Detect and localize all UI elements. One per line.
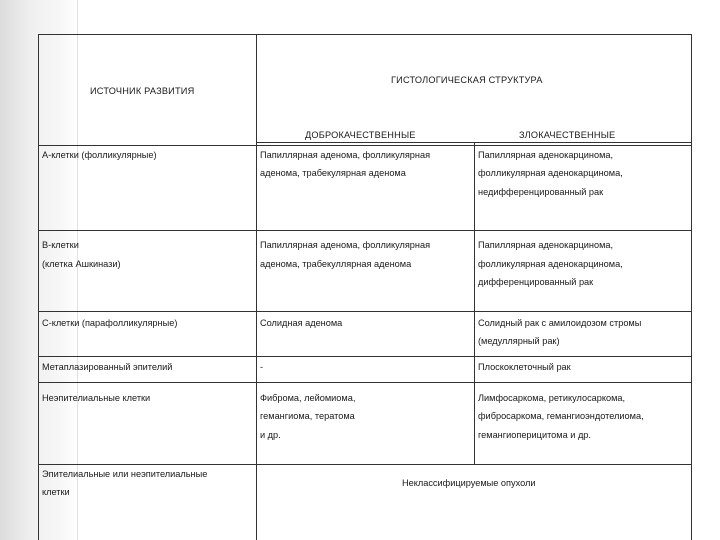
row5-benign-line2: гемангиома, тератома: [260, 411, 355, 421]
header-source: ИСТОЧНИК РАЗВИТИЯ: [90, 86, 195, 96]
row2-source-line2: (клетка Ашкинази): [42, 259, 121, 269]
row1-malignant-line3: недифференцированный рак: [478, 187, 604, 197]
row-divider-5: [38, 464, 692, 465]
row6-source-line2: клетки: [42, 487, 70, 497]
row2-malignant-line2: фолликулярная аденокарцинома,: [478, 259, 623, 269]
row2-source-line1: B-клетки: [42, 240, 79, 250]
row5-malignant-line1: Лимфосаркома, ретикулосаркома,: [478, 393, 626, 403]
row4-source: Метаплазированный эпителий: [42, 362, 173, 372]
row5-malignant-line2: фибросаркома, гемангиоэндотелиома,: [478, 411, 644, 421]
row1-source: A-клетки (фолликулярные): [42, 150, 157, 160]
row1-malignant-line1: Папиллярная аденокарцинома,: [478, 150, 614, 160]
row3-malignant-line1: Солидный рак с амилоидозом стромы: [478, 318, 642, 328]
header-histology: ГИСТОЛОГИЧЕСКАЯ СТРУКТУРА: [391, 75, 543, 85]
row2-benign-line2: аденома, трабекуллярная аденома: [260, 259, 412, 269]
row1-benign-line2: аденома, трабекулярная аденома: [260, 168, 406, 178]
row5-benign-line3: и др.: [260, 430, 281, 440]
row2-malignant-line1: Папиллярная аденокарцинома,: [478, 240, 614, 250]
row6-source-line1: Эпителиальные или неэпителиальные: [42, 469, 208, 479]
row-divider-2: [38, 311, 692, 312]
header-subdivider: [256, 142, 692, 143]
row3-malignant-line2: (медуллярный рак): [478, 336, 560, 346]
row5-benign-line1: Фиброма, лейомиома,: [260, 393, 356, 403]
header-benign: ДОБРОКАЧЕСТВЕННЫЕ: [305, 130, 416, 140]
row5-source: Неэпителиальные клетки: [42, 393, 151, 403]
row1-malignant-line2: фолликулярная аденокарцинома,: [478, 168, 623, 178]
header-bottom-line: [38, 145, 692, 146]
row-divider-1: [38, 230, 692, 231]
column-divider-benign: [474, 142, 475, 464]
row3-source: C-клетки (парафолликулярные): [42, 318, 178, 328]
row1-benign-line1: Папиллярная аденома, фолликулярная: [260, 150, 431, 160]
row6-merged: Неклассифицируемые опухоли: [402, 478, 536, 488]
row5-malignant-line3: гемангиоперицитома и др.: [478, 430, 591, 440]
row2-benign-line1: Папиллярная аденома, фолликулярная: [260, 240, 431, 250]
row2-malignant-line3: дифференцированный рак: [478, 277, 594, 287]
row3-benign: Солидная аденома: [260, 318, 343, 328]
row4-benign: -: [260, 362, 264, 372]
header-malignant: ЗЛОКАЧЕСТВЕННЫЕ: [519, 130, 616, 140]
row-divider-3: [38, 356, 692, 357]
row-divider-4: [38, 382, 692, 383]
row4-malignant: Плоскоклеточный рак: [478, 362, 571, 372]
